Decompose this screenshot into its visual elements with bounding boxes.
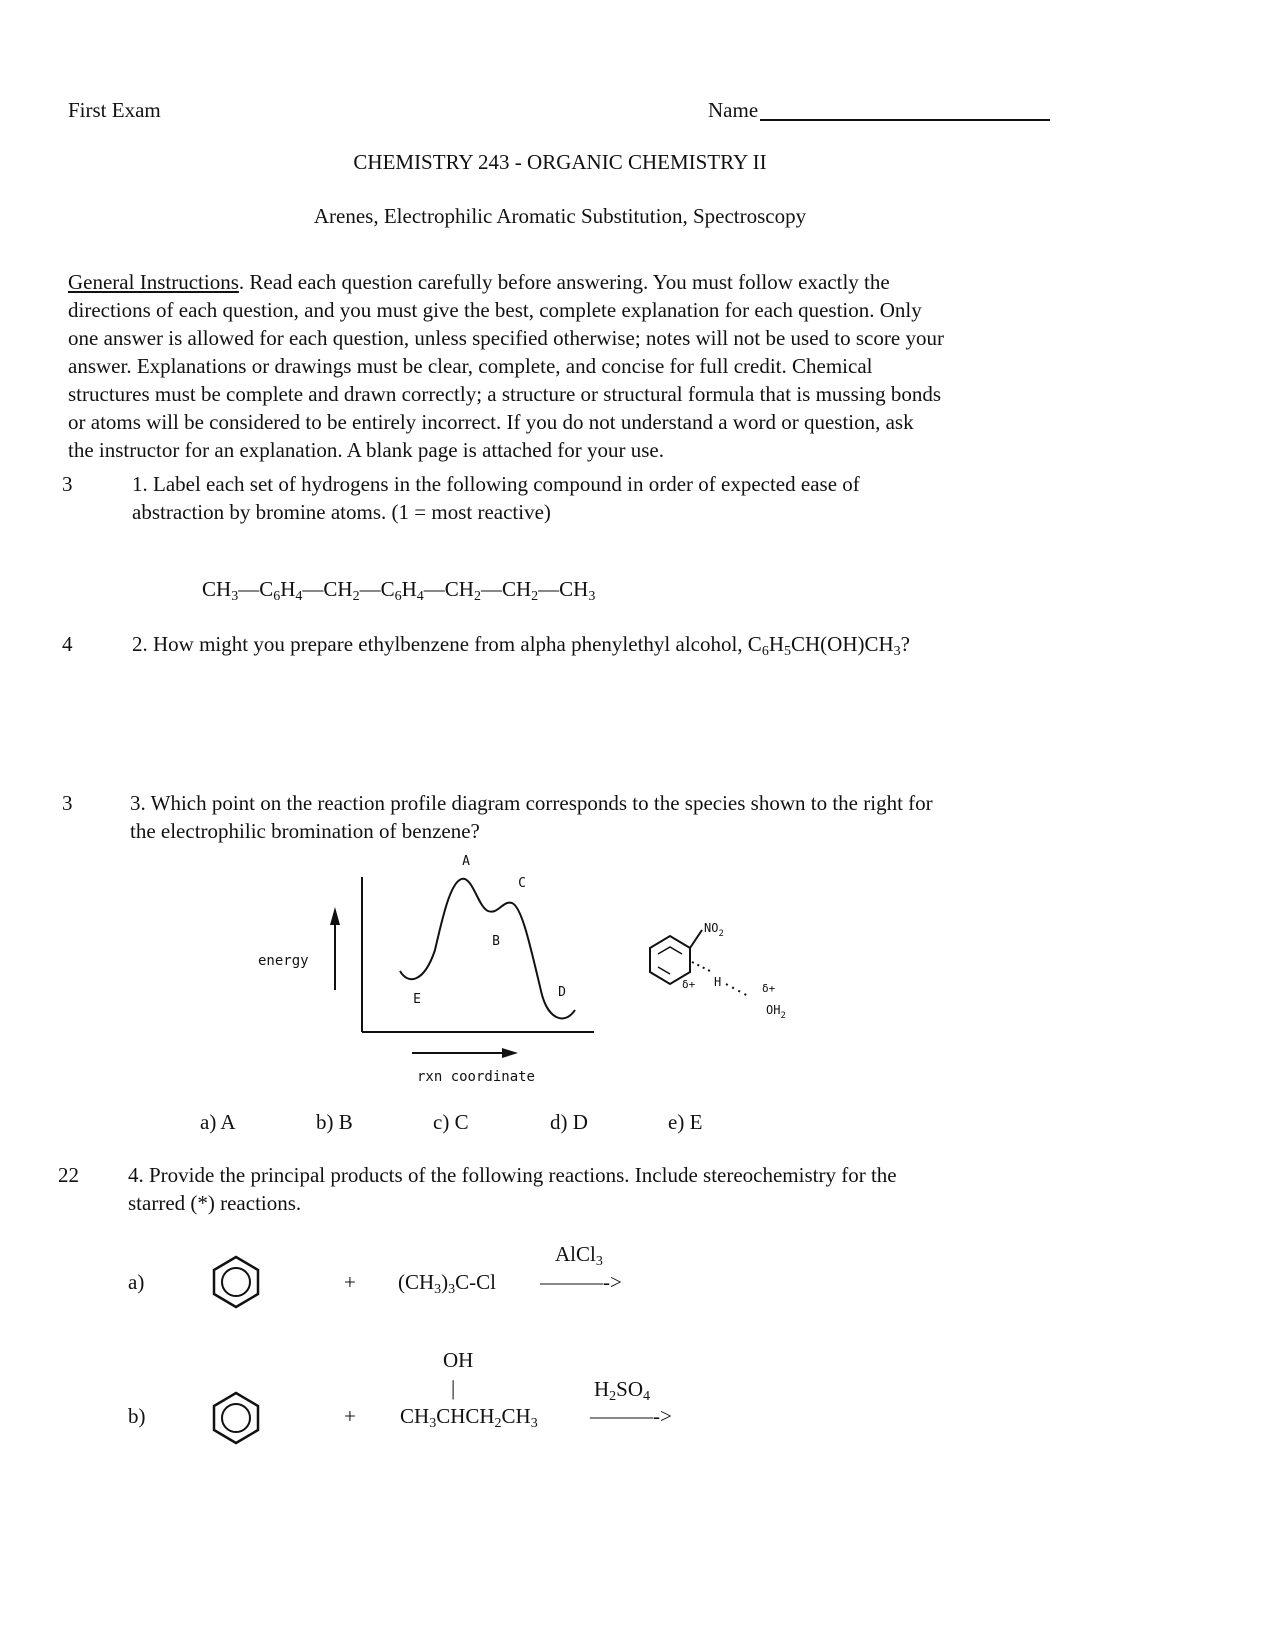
q3-points: 3 xyxy=(62,791,73,815)
q4-points: 22 xyxy=(58,1163,79,1187)
q3-text xyxy=(130,789,1140,845)
q4-line-2: starred (*) reactions. xyxy=(128,1191,302,1215)
benzene-icon xyxy=(206,1252,266,1312)
point-label-c: C xyxy=(518,876,526,891)
general-instructions xyxy=(68,268,1158,464)
name-field[interactable] xyxy=(708,96,1050,124)
reaction-b-bond: | xyxy=(451,1376,456,1400)
q3-line-2: the electrophilic bromination of benzene? xyxy=(130,819,480,843)
q2-text: 2. How might you prepare ethylbenzene from alpha phenylethyl alcohol, C6H5CH(OH)CH3? xyxy=(132,632,910,659)
transition-state-structure xyxy=(620,910,840,1030)
partial-bond-1 xyxy=(692,962,712,972)
q1-line-1: 1. Label each set of hydrogens in the following compound in order of expected ease of xyxy=(132,472,860,496)
instructions-line-5: structures must be complete and drawn correctly; a structure or structural formula that is mussing bonds xyxy=(68,382,942,406)
oh2-group: $OH_2$ xyxy=(766,1003,786,1021)
course-title: CHEMISTRY 243 - ORGANIC CHEMISTRY II xyxy=(353,150,767,174)
ring-double-bond xyxy=(658,947,682,954)
name-label: Name xyxy=(708,98,759,122)
delta-plus-ring: δ+ xyxy=(682,978,696,991)
reaction-a-plus: + xyxy=(344,1270,356,1294)
q3-line-1: 3. Which point on the reaction profile diagram corresponds to the species shown to the right for xyxy=(130,791,933,815)
q4-line-1: 4. Provide the principal products of the following reactions. Include stereochemistry for the xyxy=(128,1163,897,1187)
point-label-a: A xyxy=(462,854,470,869)
exam-label: First Exam xyxy=(68,98,161,122)
no2-bond xyxy=(690,930,702,948)
exam-topics: Arenes, Electrophilic Aromatic Substitution, Spectroscopy xyxy=(313,204,807,228)
energy-arrowhead-icon xyxy=(330,907,340,925)
q1-formula: CH3—C6H4—CH2—C6H4—CH2—CH2—CH3 xyxy=(202,577,596,604)
reaction-b-oh: OH xyxy=(443,1348,474,1372)
reaction-b-plus: + xyxy=(344,1404,356,1428)
instructions-line-6: or atoms will be considered to be entirely incorrect. If you do not understand a word or question, ask xyxy=(68,410,914,434)
point-label-b: B xyxy=(492,934,500,949)
reaction-b-catalyst: H2SO4 xyxy=(594,1377,651,1404)
benzene-icon xyxy=(206,1388,266,1448)
q1-text xyxy=(132,470,1132,526)
reaction-a-reagent: (CH3)3C-Cl xyxy=(398,1270,497,1297)
choice-b[interactable]: b) B xyxy=(316,1110,353,1134)
point-label-e: E xyxy=(413,992,421,1007)
reaction-b-label: b) xyxy=(128,1404,146,1428)
choice-e[interactable]: e) E xyxy=(668,1110,703,1134)
choice-d[interactable]: d) D xyxy=(550,1110,588,1134)
no2-group: $NO_2$ xyxy=(704,921,724,939)
ring-double-bond-2 xyxy=(658,967,670,974)
energy-label: energy xyxy=(258,953,309,969)
hydrogen-atom: H xyxy=(714,975,722,989)
name-blank-line[interactable] xyxy=(760,119,1050,121)
delta-plus-oh2: δ+ xyxy=(762,982,776,995)
instructions-line-3: one answer is allowed for each question, unless specified otherwise; notes will not be used to score your xyxy=(68,326,944,350)
reaction-b-reagent: CH3CHCH2CH3 xyxy=(400,1404,538,1431)
instructions-line-1: . Read each question carefully before answering. You must follow exactly the xyxy=(238,270,890,294)
choice-c[interactable]: c) C xyxy=(433,1110,469,1134)
energy-curve xyxy=(400,879,575,1019)
partial-bond-2 xyxy=(726,984,748,996)
instructions-line-7: the instructor for an explanation. A blank page is attached for your use. xyxy=(68,438,664,462)
reaction-a-label: a) xyxy=(128,1270,145,1294)
choice-a[interactable]: a) A xyxy=(200,1110,236,1134)
q2-points: 4 xyxy=(62,632,73,656)
q4-text xyxy=(128,1161,1148,1217)
reaction-a-arrow: ———-> xyxy=(540,1270,622,1294)
reaction-a-catalyst: AlCl3 xyxy=(555,1242,603,1269)
rxn-coordinate-label: rxn coordinate xyxy=(416,1069,536,1085)
point-label-d: D xyxy=(558,985,566,1000)
q1-points: 3 xyxy=(62,472,73,496)
instructions-line-2: directions of each question, and you must give the best, complete explanation for each question. Only xyxy=(68,298,922,322)
q1-line-2: abstraction by bromine atoms. (1 = most reactive) xyxy=(132,500,551,524)
benzene-ring-icon xyxy=(650,936,690,984)
instructions-line-4: answer. Explanations or drawings must be clear, complete, and concise for full credit. Chemical xyxy=(68,354,873,378)
instructions-heading: General Instructions xyxy=(68,270,239,294)
rxn-arrowhead-icon xyxy=(502,1048,518,1058)
reaction-profile-diagram xyxy=(240,845,620,1095)
reaction-b-arrow: ———-> xyxy=(590,1404,672,1428)
